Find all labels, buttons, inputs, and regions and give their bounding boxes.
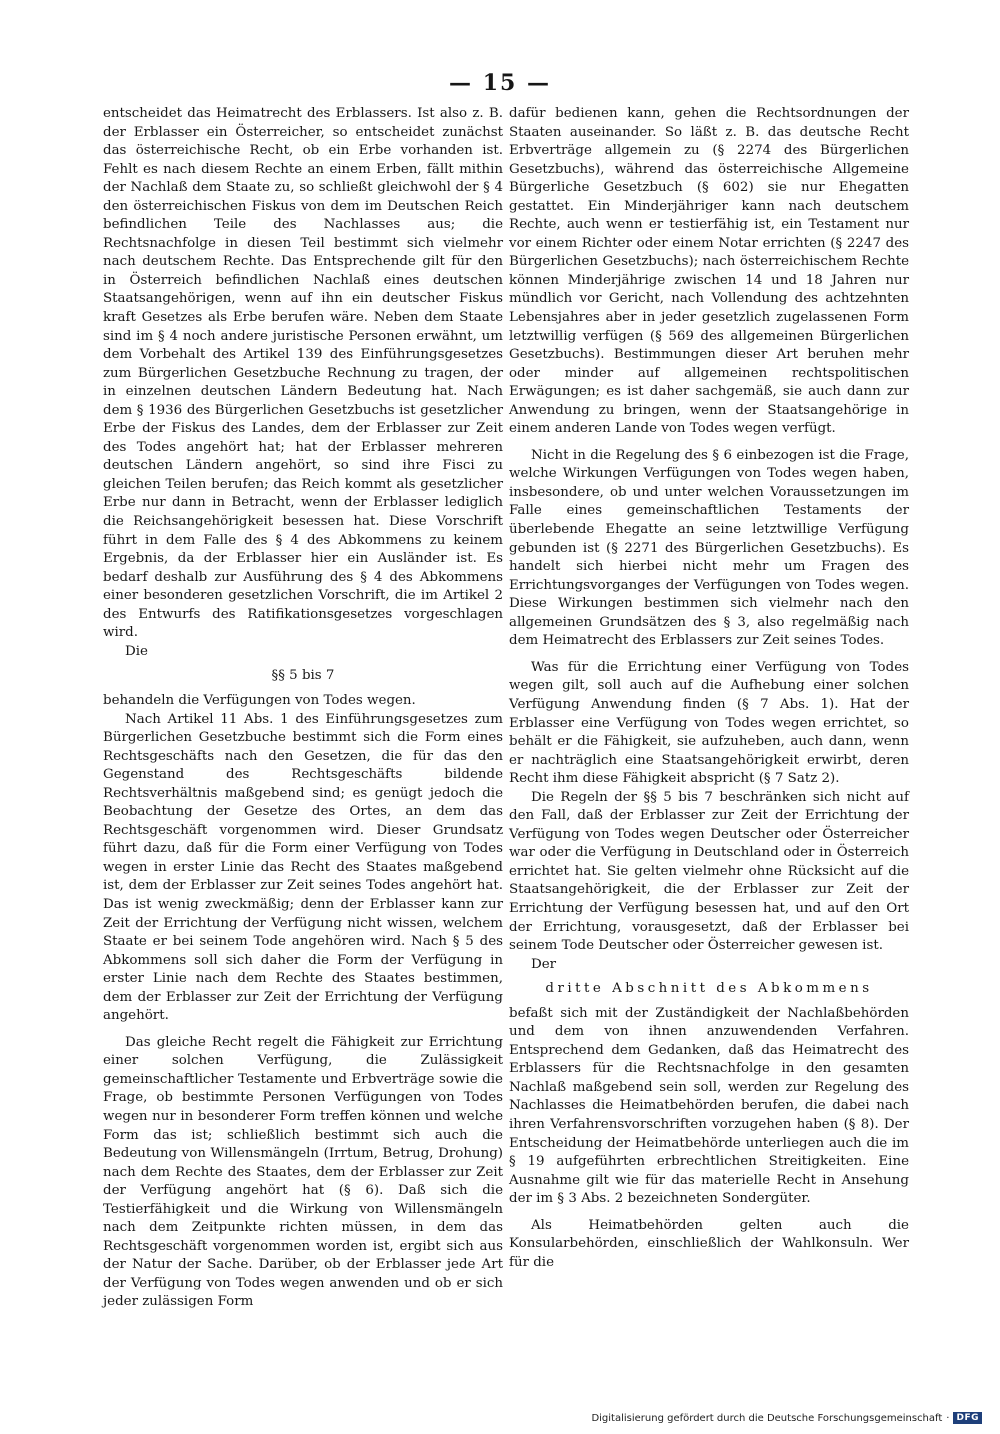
left-column: [103, 105, 503, 1312]
page-number: — 15 —: [449, 70, 551, 96]
paragraph: Das gleiche Recht regelt die Fähigkeit zur Errichtung einer solchen Verfügung, die Zulässigkeit gemeinschaftlicher Testamente und Erbverträge sowie die Frage, ob bestimmte Personen Verfügungen von Todes wegen nur in besonderer Form treffen können und welche Form das ist; schließlich bestimmt sich auch die Bedeutung von Willensmängeln (Irrtum, Betrug, Drohung) nach dem Rechte des Staates, dem der Erblasser zur Zeit der Verfügung angehört hat (§ 6). Daß sich die Testierfähigkeit und die Wirkung von Willensmängeln nach dem Zeitpunkte richten müssen, in dem das Rechtsgeschäft vorgenommen worden ist, ergibt sich aus der Natur der Sache. Darüber, ob der Erblasser jede Art der Verfügung von Todes wegen anwenden und ob er sich jeder zulässigen Form: [103, 1034, 503, 1310]
paragraph: Nach Artikel 11 Abs. 1 des Einführungsgesetzes zum Bürgerlichen Gesetzbuche bestimmt sich die Form eines Rechtsgeschäfts nach den Gesetzen, die für das den Gegenstand des Rechtsgeschäfts bildende Rechtsverhältnis maßgebend sind; es genügt jedoch die Beobachtung der Gesetze des Ortes, an dem das Rechtsgeschäft vorgenommen wird. Dieser Grundsatz führt dazu, daß für die Form einer Verfügung von Todes wegen in erster Linie das Recht des Staates maßgebend ist, dem der Erblasser zur Zeit seines Todes angehört hat. Das ist wenig zweckmäßig; denn der Erblasser kann zur Zeit der Errichtung der Verfügung nicht wissen, welchem Staate er bei seinem Tode angehören wird. Nach § 5 des Abkommens soll sich daher die Form der Verfügung in erster Linie nach dem Rechte des Staates bestimmen, dem der Erblasser zur Zeit der Errichtung der Verfügung angehört.: [103, 711, 503, 1024]
digitization-credit: Digitalisierung gefördert durch die Deutsche Forschungsgemeinschaft · DFG: [591, 1412, 982, 1424]
paragraph-lead: Die: [125, 643, 148, 659]
section-heading: dritte Abschnitt des Abkommens: [545, 981, 873, 997]
paragraph-lead: Der: [531, 956, 557, 972]
paragraph: Als Heimatbehörden gelten auch die Konsularbehörden, einschließlich der Wahlkonsuln. Wer für die: [509, 1217, 909, 1270]
paragraph: Die Regeln der §§ 5 bis 7 beschränken sich nicht auf den Fall, daß der Erblasser zur Zeit der Errichtung der Verfügung von Todes wegen Deutscher oder Österreicher war oder die Verfügung in Deutschland oder in Österreich errichtet hat. Sie gelten vielmehr ohne Rücksicht auf die Staatsangehörigkeit, die der Erblasser zur Zeit der Errichtung der Verfügung besessen hat, und auf den Ort der Errichtung, vorausgesetzt, daß der Erblasser bei seinem Tode Deutscher oder Österreicher gewesen ist.: [509, 789, 909, 954]
paragraph: dafür bedienen kann, gehen die Rechtsordnungen der Staaten auseinander. So läßt z. B. das deutsche Recht Erbverträge allgemein zu (§ 2274 des Bürgerlichen Gesetzbuchs), während das österreichische Allgemeine Bürgerliche Gesetzbuch (§ 602) sie nur Ehegatten gestattet. Ein Minderjähriger kann nach deutschem Rechte, auch wenn er testierfähig ist, ein Testament nur vor einem Richter oder einem Notar errichten (§ 2247 des Bürgerlichen Gesetzbuchs); nach österreichischem Rechte können Minderjährige zwischen 14 und 18 Jahren nur mündlich vor Gericht, nach Vollendung des achtzehnten Lebensjahres aber in jeder gesetzlich zugelassenen Form letztwillig verfügen (§ 569 des allgemeinen Bürgerlichen Gesetzbuchs). Bestimmungen dieser Art beruhen mehr oder minder auf allgemeinen rechtspolitischen Erwägungen; es ist daher sachgemäß, sie auch dann zur Anwendung zu bringen, wenn der Staatsangehörige in einem anderen Lande von Todes wegen verfügt.: [509, 106, 909, 437]
credit-text: Digitalisierung gefördert durch die Deutsche Forschungsgemeinschaft: [591, 1412, 943, 1424]
section-heading: §§ 5 bis 7: [271, 668, 335, 684]
paragraph: behandeln die Verfügungen von Todes wegen.: [103, 692, 416, 708]
paragraph: Nicht in die Regelung des § 6 einbezogen ist die Frage, welche Wirkungen Verfügungen von Todes wegen haben, insbesondere, ob und unter welchen Voraussetzungen im Falle eines gemeinschaftlichen Testaments der überlebende Ehegatte an seine letztwillige Verfügung gebunden ist (§ 2271 des Bürgerlichen Gesetzbuchs). Es handelt sich hierbei nicht mehr um Fragen des Errichtungsvorganges der Verfügungen von Todes wegen. Diese Wirkungen bestimmen sich vielmehr nach den allgemeinen Grundsätzen des § 3, also regelmäßig nach dem Heimatrecht des Erblassers zur Zeit seines Todes.: [509, 447, 909, 649]
paragraph: befaßt sich mit der Zuständigkeit der Nachlaßbehörden und dem von ihnen anzuwendenden Verfahren. Entsprechend dem Gedanken, daß das Heimatrecht des Erblassers für die Rechtsnachfolge in den gesamten Nachlaß maßgebend sein soll, werden zur Regelung des Nachlasses die Heimatbehörden berufen, die dabei nach ihren Verfahrensvorschriften vorzugehen haben (§ 8). Der Entscheidung der Heimatbehörde unterliegen auch die im § 19 aufgeführten erbrechtlichen Streitigkeiten. Eine Ausnahme gilt wie für das materielle Recht in Ansehung der im § 3 Abs. 2 bezeichneten Sondergüter.: [509, 1005, 909, 1207]
dfg-logo: DFG: [953, 1412, 982, 1424]
right-column: [509, 105, 909, 1272]
paragraph: Was für die Errichtung einer Verfügung von Todes wegen gilt, soll auch auf die Aufhebung einer solchen Verfügung Anwendung finden (§ 7 Abs. 1). Hat der Erblasser eine Verfügung von Todes wegen errichtet, so behält er die Fähigkeit, sie aufzuheben, auch dann, wenn er nachträglich eine Staatsangehörigkeit erwirbt, deren Recht ihm diese Fähigkeit abspricht (§ 7 Satz 2).: [509, 659, 909, 787]
paragraph: entscheidet das Heimatrecht des Erblassers. Ist also z. B. der Erblasser ein Österreicher, so entscheidet zunächst das österreichische Recht, ob ein Erbe vorhanden ist. Fehlt es nach diesem Rechte an einem Erben, fällt mithin der Nachlaß dem Staate zu, so schließt gleichwohl der § 4 den österreichischen Fiskus von dem im Deutschen Reich befindlichen Teile des Nachlasses aus; die Rechtsnachfolge in diesen Teil bestimmt sich vielmehr nach deutschem Rechte. Das Entsprechende gilt für den in Österreich befindlichen Nachlaß eines deutschen Staatsangehörigen, wenn auf ihn ein deutscher Fiskus kraft Gesetzes als Erbe berufen wäre. Neben dem Staate sind im § 4 noch andere juristische Personen erwähnt, um dem Vorbehalt des Artikel 139 des Einführungsgesetzes zum Bürgerlichen Gesetzbuche Rechnung zu tragen, der in einzelnen deutschen Ländern Bedeutung hat. Nach dem § 1936 des Bürgerlichen Gesetzbuchs ist gesetzlicher Erbe der Fiskus des Landes, dem der Erblasser zur Zeit des Todes angehört hat; hat der Erblasser mehreren deutschen Ländern angehört, so sind ihre Fisci zu gleichen Teilen berufen; das Reich kommt als gesetzlicher Erbe nur dann in Betracht, wenn der Erblasser lediglich die Reichsangehörigkeit besessen hat. Diese Vorschrift führt in dem Falle des § 4 des Abkommens zu keinem Ergebnis, da der Erblasser hier ein Ausländer ist. Es bedarf deshalb zur Ausführung des § 4 des Abkommens einer besonderen gesetzlichen Vorschrift, die im Artikel 2 des Entwurfs des Ratifikationsgesetzes vorgeschlagen wird.: [103, 106, 503, 641]
